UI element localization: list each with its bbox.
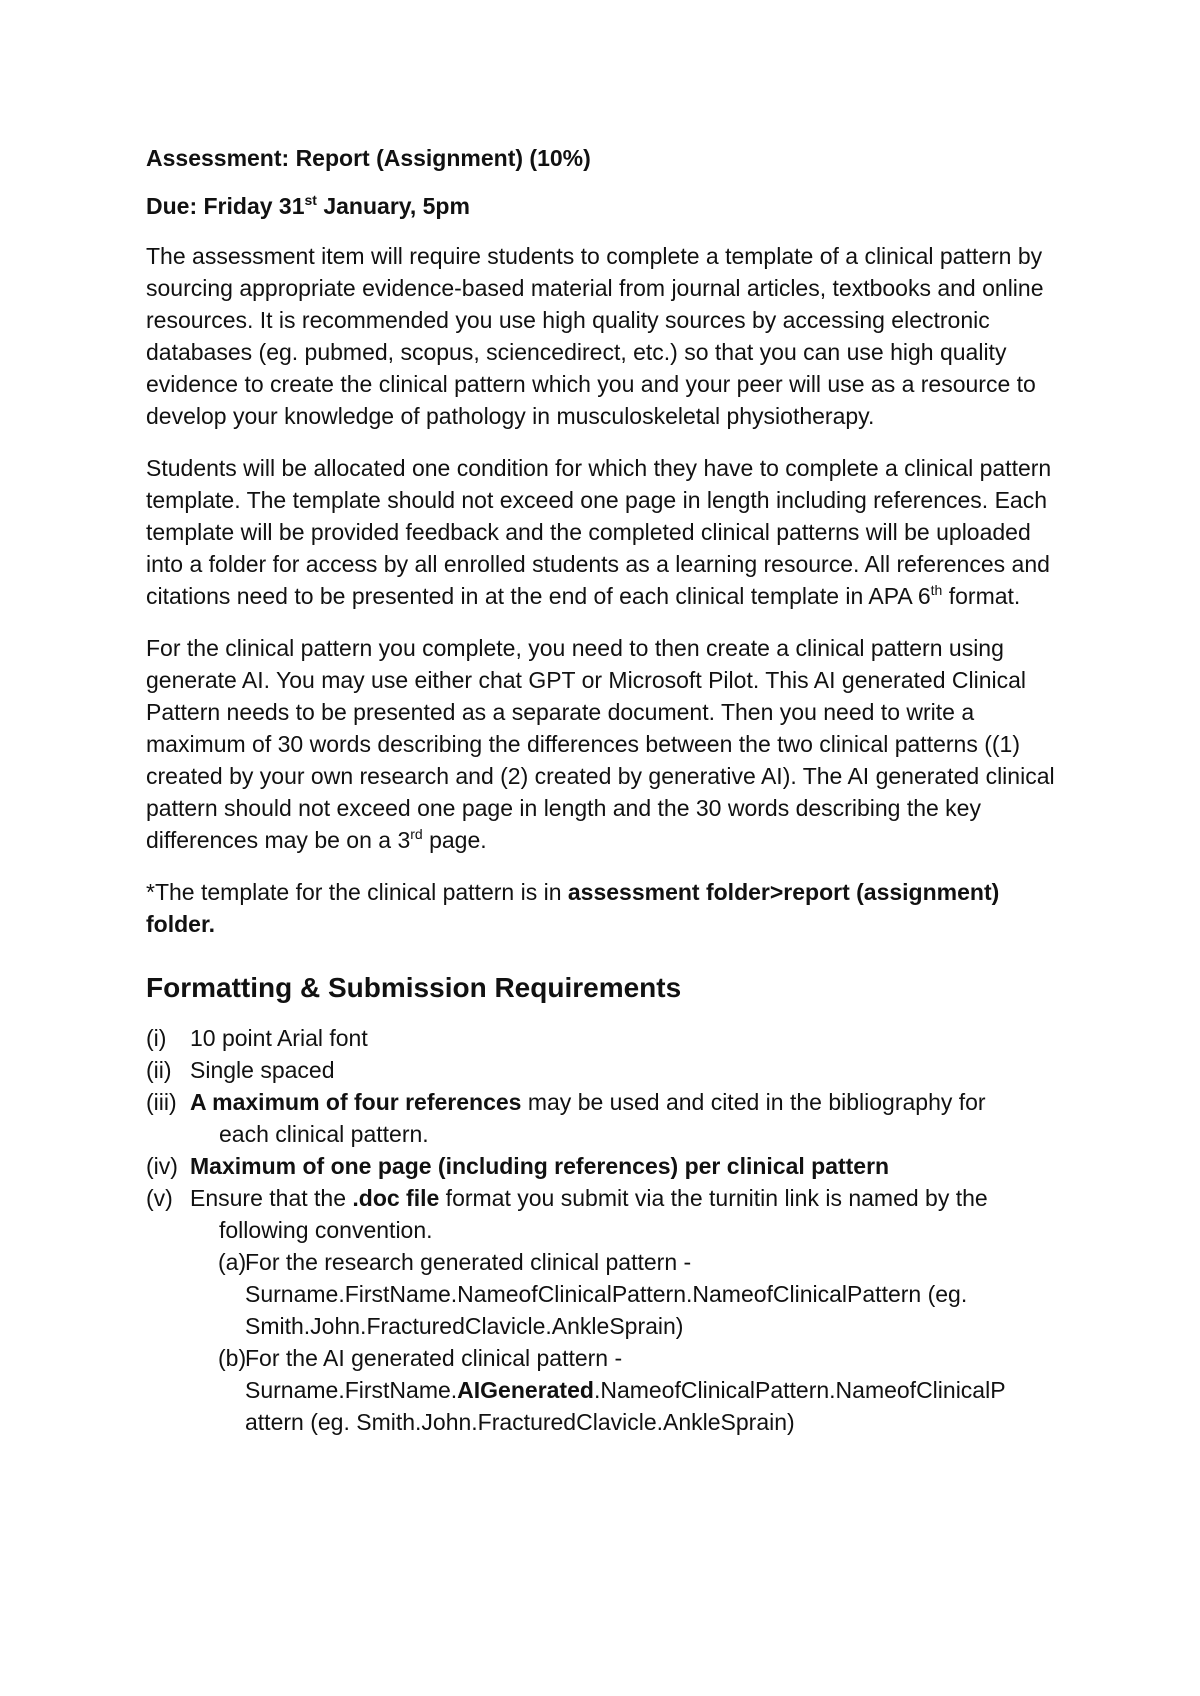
requirement-text: 10 point Arial font [190,1025,368,1051]
naming-convention-item [146,1246,1070,1342]
due-date [146,190,1070,222]
paragraph-overview: The assessment item will require students to complete a template of a clinical pattern by sourcing appropriate evidence-based material from journal articles, textbooks and online resources. It is recommended you use high quality sources by accessing electronic databases (eg. pubmed, scopus, sciencedirect, etc.) so that you can use high quality evidence to create the clinical pattern which you and your peer will use as a resource to develop your knowledge of pathology in musculoskeletal physiotherapy. [146,243,1044,429]
requirement-item [146,1150,1070,1182]
naming-convention-item [146,1342,1070,1438]
page-ordinal: rd [410,826,423,842]
requirement-continuation: each clinical pattern. [219,1121,429,1147]
requirement-item [146,1054,1070,1086]
requirement-continuation: following convention. [219,1217,433,1243]
paragraph-allocation [146,452,1070,612]
paragraph-ai-pattern [146,632,1070,856]
requirement-bold-text: Maximum of one page (including references) per clinical pattern [190,1153,890,1179]
requirement-text: format you submit via the turnitin link is named by the [439,1185,988,1211]
naming-convention-example: attern (eg. Smith.John.FracturedClavicle.AnkleSprain) [245,1409,795,1435]
requirement-item [146,1086,1070,1150]
paragraph-ai-pattern-text: For the clinical pattern you complete, you need to then create a clinical pattern using generate AI. You may use either chat GPT or Microsoft Pilot. This AI generated Clinical Pattern needs to be presented as a separate document. Then you need to write a maximum of 30 words describing the differences between the two clinical patterns ((1) created by your own research and (2) created by generative AI). The AI generated clinical pattern should not exceed one page in length and the 30 words describing the key differences may be on a 3 [146,635,1055,853]
naming-convention-line: For the AI generated clinical pattern - [245,1345,623,1371]
requirement-marker: (iii) [146,1089,177,1115]
due-date-text: Due: Friday 31 [146,193,305,219]
naming-convention-example: Smith.John.FracturedClavicle.AnkleSprain) [245,1313,684,1339]
due-date-ordinal: st [304,192,317,208]
requirement-bold-text: A maximum of four references [190,1089,522,1115]
naming-convention-list [146,1246,1070,1438]
naming-convention-pattern: Surname.FirstName.NameofClinicalPattern.NameofClinicalPattern (eg. [245,1281,968,1307]
naming-convention-marker: (b) [218,1345,247,1371]
requirement-bold-text: .doc file [352,1185,440,1211]
requirements-heading: Formatting & Submission Requirements [146,972,682,1003]
naming-pattern-ai-tag: AIGenerated [457,1377,594,1403]
requirement-marker: (ii) [146,1057,172,1083]
template-location-note [146,876,1070,940]
requirement-text: may be used and cited in the bibliography for [521,1089,986,1115]
requirement-item [146,1182,1070,1246]
paragraph-allocation-end: format. [942,583,1021,609]
apa-edition-ordinal: th [930,582,943,598]
naming-convention-pattern [245,1374,1070,1406]
assessment-title: Assessment: Report (Assignment) (10%) [146,145,591,171]
due-date-rest: January, 5pm [316,193,470,219]
naming-convention-marker: (a) [218,1249,247,1275]
requirement-item [146,1022,1070,1054]
template-note-text: *The template for the clinical pattern is in [146,879,568,905]
naming-pattern-suffix: .NameofClinicalPattern.NameofClinicalP [593,1377,1006,1403]
template-folder-path: assessment folder>report (assignment) folder. [146,879,1000,937]
requirement-marker: (iv) [146,1153,178,1179]
requirement-marker: (i) [146,1025,167,1051]
requirement-marker: (v) [146,1185,173,1211]
naming-pattern-prefix: Surname.FirstName. [245,1377,458,1403]
paragraph-ai-pattern-end: page. [422,827,487,853]
requirement-text: Single spaced [190,1057,335,1083]
naming-convention-line: For the research generated clinical pattern - [245,1249,692,1275]
requirements-list [146,1022,1070,1438]
paragraph-allocation-text: Students will be allocated one condition for which they have to complete a clinical pattern template. The template should not exceed one page in length including references. Each template will be provided feedback and the completed clinical patterns will be uploaded into a folder for access by all enrolled students as a learning resource. All references and citations need to be presented in at the end of each clinical template in APA 6 [146,455,1052,609]
requirement-text-prefix: Ensure that the [190,1185,353,1211]
